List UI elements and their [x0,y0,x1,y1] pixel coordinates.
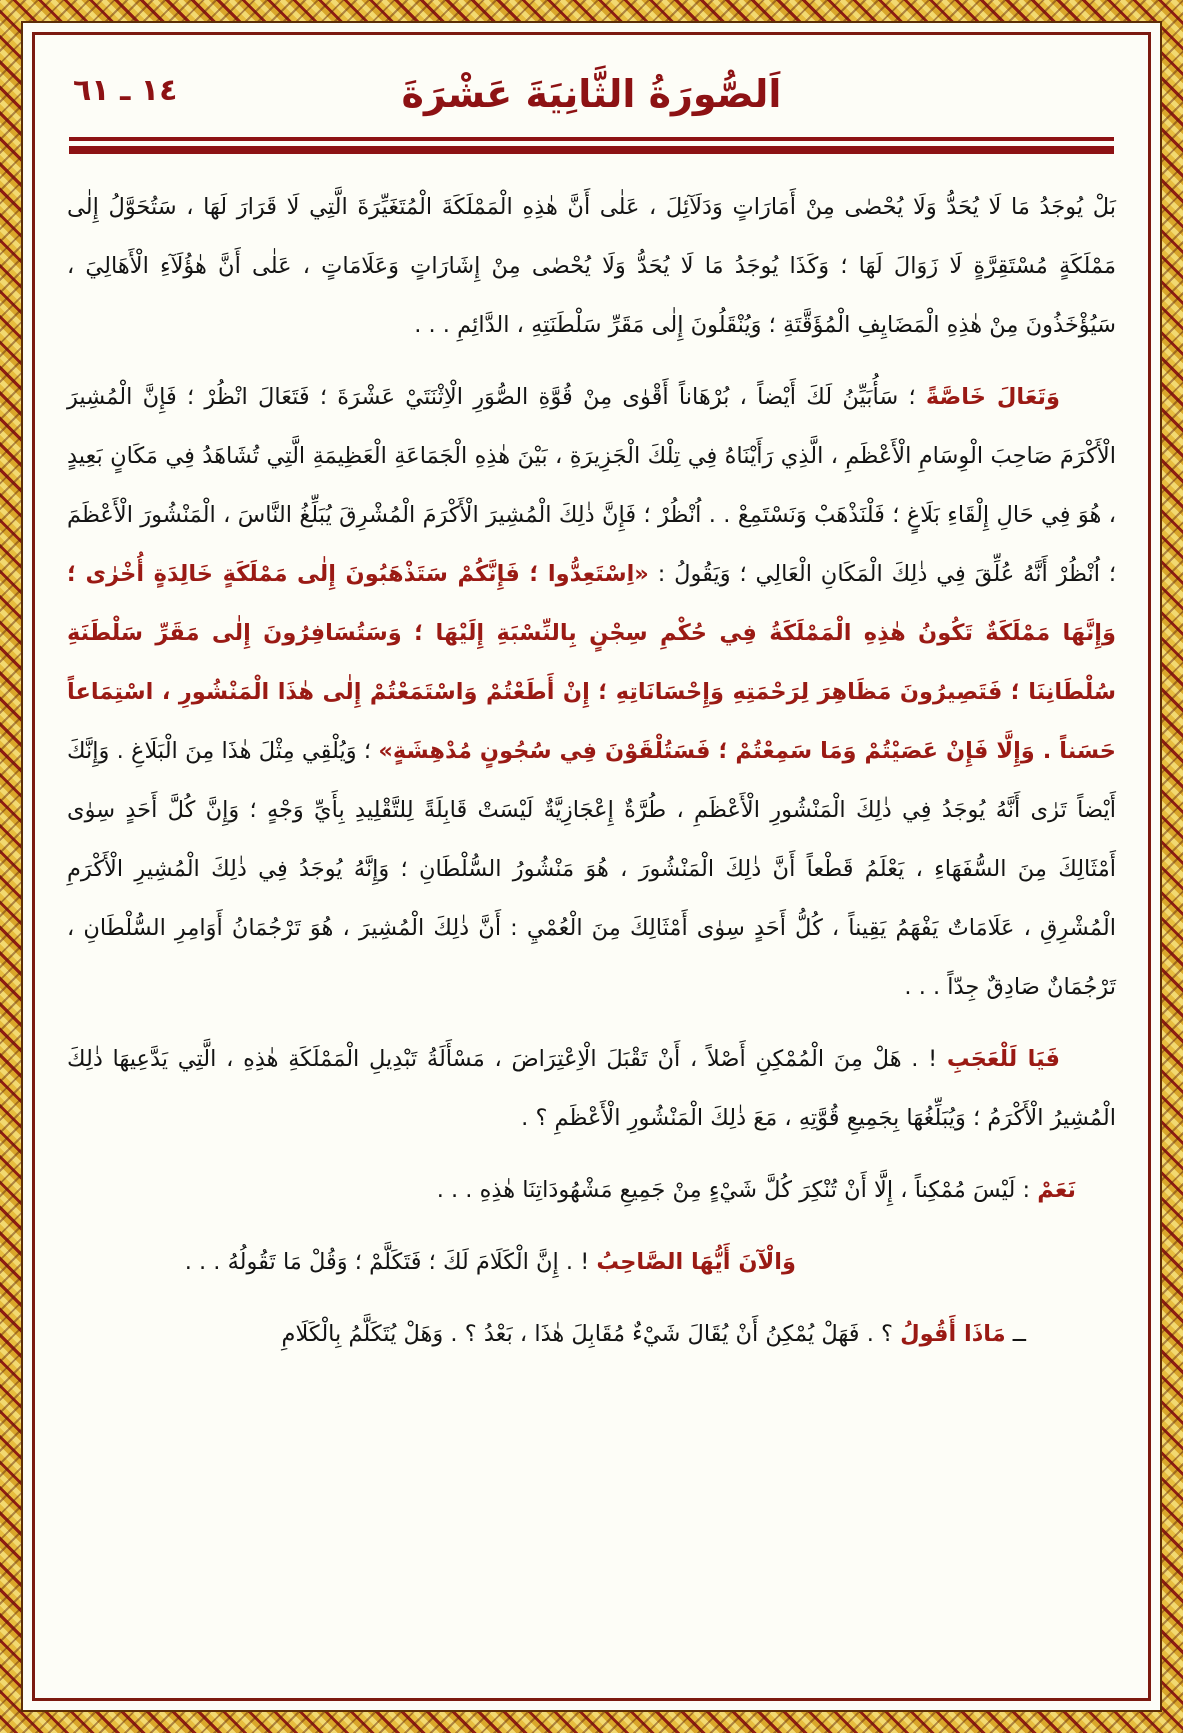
dash-segment: ــ [1005,1321,1026,1347]
page-number: ١٤ ـ ٦١ [73,73,178,108]
red-lead-segment: نَعَمْ [1037,1177,1076,1203]
header-divider [69,137,1114,154]
text-segment: ! . هَلْ مِنَ الْمُمْكِنِ أَصْلاً ، أَنْ تَقْبَلَ الْاِعْتِرَاضَ ، مَسْأَلَةُ تَبْدِيلِ الْمَمْلَكَةِ هٰذِهِ ، الَّتِي يَدَّعِيهَا ذٰلِكَ الْمُشِيرُ الْأَكْرَمُ ؛ وَيُبَلِّغُهَا بِجَمِيعِ قُوَّتِهِ ، مَعَ ذٰلِكَ الْمَنْشُورِ الْأَعْظَمِ ؟ . [67,1046,1116,1131]
text-segment: : لَيْسَ مُمْكِناً ، إِلَّا أَنْ تُنْكِرَ كُلَّ شَيْءٍ مِنْ جَمِيعِ مَشْهُودَاتِنَا هٰذِهِ . . . [436,1177,1038,1203]
paragraph-2 [67,368,1116,1017]
paragraph-4 [67,1161,1116,1220]
page-header [67,59,1116,129]
paragraph-1 [67,178,1116,355]
paragraph-5 [67,1233,1116,1292]
paragraph-3 [67,1030,1116,1148]
text-segment: ؟ . فَهَلْ يُمْكِنُ أَنْ يُقَالَ شَيْءٌ مُقَابِلَ هٰذَا ، بَعْدُ ؟ . وَهَلْ يُتَكَلَّمُ بِالْكَلَامِ [281,1321,901,1347]
text-segment: ؛ سَأُبَيِّنُ لَكَ أَيْضاً ، بُرْهَاناً أَقْوٰى مِنْ قُوَّةِ الصُّوَرِ الْاِثْنَتَيْ عَشْرَةَ ؛ فَتَعَالَ انْظُرْ ؛ فَإِنَّ الْمُشِيرَ الْأَكْرَمَ صَاحِبَ الْوِسَامِ الْأَعْظَمِ ، الَّذِي رَأَيْنَاهُ فِي تِلْكَ الْجَزِيرَةِ ، بَيْنَ هٰذِهِ الْجَمَاعَةِ الْعَظِيمَةِ الَّتِي تُشَاهَدُ فِي مَكَانٍ بَعِيدٍ ، هُوَ فِي حَالِ إِلْقَاءِ بَلَاغٍ ؛ فَلْنَذْهَبْ وَنَسْتَمِعْ . . اُنْظُرْ ؛ فَإِنَّ ذٰلِكَ الْمُشِيرَ الْأَكْرَمَ الْمُشْرِقَ يُبَلِّغُ النَّاسَ ، الْمَنْشُورَ الْأَعْظَمَ ؛ اُنْظُرْ أَنَّهُ عُلِّقَ فِي ذٰلِكَ الْمَكَانِ الْعَالِي ؛ وَيَقُولُ : [67,384,1116,587]
red-lead-segment: وَالْآنَ أَيُّهَا الصَّاحِبُ [596,1249,796,1275]
text-segment: ! . إِنَّ الْكَلَامَ لَكَ ؛ فَتَكَلَّمْ ؛ وَقُلْ مَا تَقُولُهُ . . . [184,1249,597,1275]
text-segment: بَلْ يُوجَدُ مَا لَا يُحَدُّ وَلَا يُحْصٰى مِنْ أَمَارَاتٍ وَدَلَآئِلَ ، عَلٰى أَنَّ هٰذِهِ الْمَمْلَكَةَ الْمُتَغَيِّرَةَ الَّتِي لَا قَرَارَ لَهَا ، سَتُحَوَّلُ إِلٰى مَمْلَكَةٍ مُسْتَقِرَّةٍ لَا زَوَالَ لَهَا ؛ وَكَذَا يُوجَدُ مَا لَا يُحَدُّ وَلَا يُحْصٰى مِنْ إِشَارَاتٍ وَعَلَامَاتٍ ، عَلٰى أَنَّ هٰؤُلَآءِ الْأَهَالِيَ ، سَيُؤْخَذُونَ مِنْ هٰذِهِ الْمَضَايِفِ الْمُؤَقَّتَةِ ؛ وَيُنْقَلُونَ إِلٰى مَقَرِّ سَلْطَنَتِهِ ، الدَّائِمِ . . . [67,194,1116,338]
red-lead-segment: وَتَعَالَ خَاصَّةً [925,384,1060,410]
page-title: اَلصُّورَةُ الثَّانِيَةَ عَشْرَةَ [401,72,782,116]
text-segment: ؛ وَيُلْقِي مِثْلَ هٰذَا مِنَ الْبَلَاغِ . وَإِنَّكَ أَيْضاً تَرٰى أَنَّهُ يُوجَدُ فِي ذٰلِكَ الْمَنْشُورِ الْأَعْظَمِ ، طُرَّةٌ إِعْجَازِيَّةٌ لَيْسَتْ قَابِلَةً لِلتَّقْلِيدِ بِأَيِّ وَجْهٍ ؛ وَإِنَّ كُلَّ أَحَدٍ سِوٰى أَمْثَالِكَ مِنَ السُّفَهَاءِ ، يَعْلَمُ قَطْعاً أَنَّ ذٰلِكَ الْمَنْشُورَ ، هُوَ مَنْشُورُ السُّلْطَانِ ؛ وَإِنَّهُ يُوجَدُ فِي ذٰلِكَ الْمُشِيرِ الْأَكْرَمِ الْمُشْرِقِ ، عَلَامَاتٌ يَفْهَمُ يَقِيناً ، كُلُّ أَحَدٍ سِوٰى أَمْثَالِكَ مِنَ الْعُمْيِ : أَنَّ ذٰلِكَ الْمُشِيرَ ، هُوَ تَرْجُمَانُ أَوَامِرِ السُّلْطَانِ ، تَرْجُمَانٌ صَادِقٌ جِدّاً . . . [67,738,1116,1000]
red-lead-segment: فَيَا لَلْعَجَبِ [946,1046,1060,1072]
red-quote-segment: «اِسْتَعِدُّوا ؛ فَإِنَّكُمْ سَتَذْهَبُونَ إِلٰى مَمْلَكَةٍ خَالِدَةٍ أُخْرٰى ؛ وَإِنَّهَا مَمْلَكَةٌ تَكُونُ هٰذِهِ الْمَمْلَكَةُ فِي حُكْمِ سِجْنٍ بِالنِّسْبَةِ إِلَيْهَا ؛ وَسَتُسَافِرُونَ إِلٰى مَقَرِّ سَلْطَنَةِ سُلْطَانِنَا ؛ فَتَصِيرُونَ مَظَاهِرَ لِرَحْمَتِهِ وَإِحْسَانَاتِهِ ؛ إِنْ أَطَعْتُمْ وَاسْتَمَعْتُمْ إِلٰى هٰذَا الْمَنْشُورِ ، اسْتِمَاعاً حَسَناً . وَإِلَّا فَإِنْ عَصَيْتُمْ وَمَا سَمِعْتُمْ ؛ فَسَتُلْقَوْنَ فِي سُجُونٍ مُدْهِشَةٍ» [67,561,1116,764]
body-text [67,154,1116,1364]
inner-border-area [32,32,1151,1701]
paragraph-6 [67,1305,1116,1364]
page [21,21,1162,1712]
red-lead-segment: مَاذَا أَقُولُ [900,1321,1006,1347]
